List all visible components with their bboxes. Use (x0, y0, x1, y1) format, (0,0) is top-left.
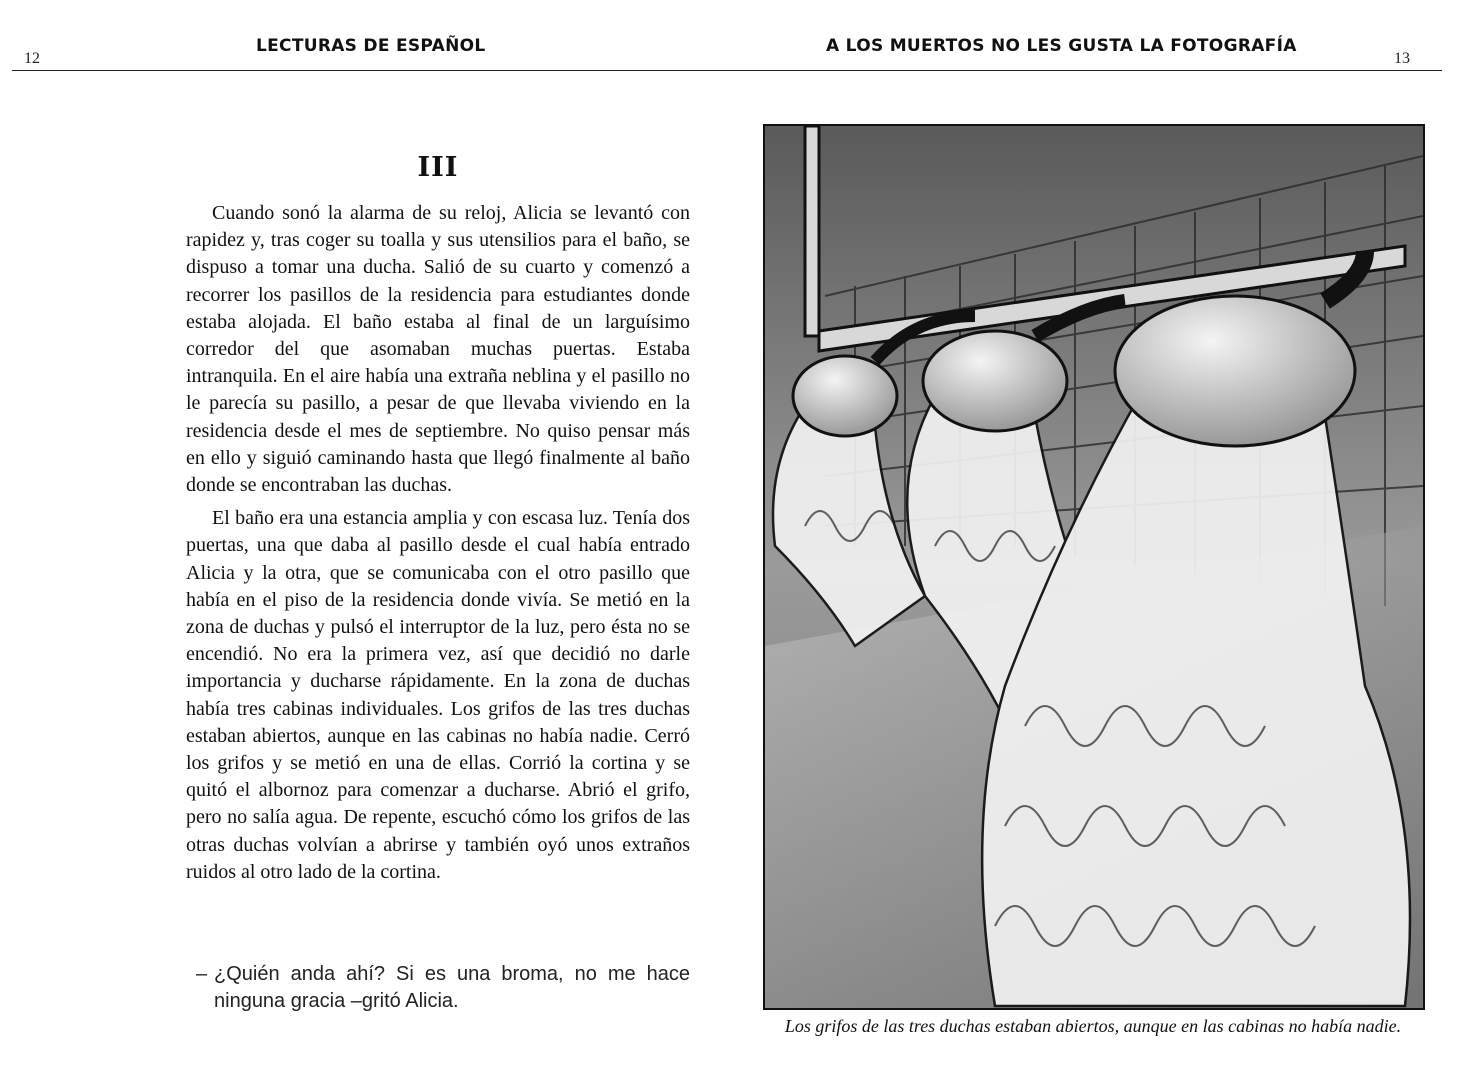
page-number-right: 13 (1394, 50, 1410, 67)
header-rule-left (12, 70, 734, 71)
page-number-left: 12 (24, 50, 40, 67)
running-head-left: LECTURAS DE ESPAÑOL (256, 36, 486, 56)
left-page (0, 0, 734, 1080)
right-page (734, 0, 1469, 1080)
shower-illustration (763, 124, 1425, 1010)
running-head-right: A LOS MUERTOS NO LES GUSTA LA FOTOGRAFÍA (826, 36, 1297, 56)
shower-heads-drawing (765, 126, 1423, 1008)
header-rule-right (734, 70, 1442, 71)
dialogue-text: ¿Quién anda ahí? Si es una broma, no me hace ninguna gracia –gritó Alicia. (214, 963, 690, 1012)
illustration-caption: Los grifos de las tres duchas estaban abiertos, aunque en las cabinas no había nadie. (784, 1016, 1402, 1036)
paragraph-1: Cuando sonó la alarma de su reloj, Alicia se levantó con rapidez y, tras coger su toalla y sus utensilios para el baño, se dispuso a tomar una ducha. Salió de su cuarto y comenzó a recorrer los pasillos de la residencia para estudiantes donde estaba alojada. El baño estaba al final de un larguísimo corredor del que asomaban muchas puertas. Estaba intranquila. En el aire había una extraña neblina y el pasillo no le parecía su pasillo, a pesar de que llevaba viviendo en la residencia desde el mes de septiembre. No quiso pensar más en ello y siguió caminando hasta que llegó finalmente al baño donde se encontraban las duchas. (186, 202, 690, 497)
dialogue-line (196, 961, 690, 1015)
chapter-number: III (417, 152, 459, 183)
body-text (186, 200, 690, 892)
paragraph-2: El baño era una estancia amplia y con escasa luz. Tenía dos puertas, una que daba al pasillo desde el cual había entrado Alicia y la otra, que se comunicaba con el otro pasillo que había en el piso de la residencia donde vivía. Se metió en la zona de duchas y pulsó el interruptor de la luz, pero ésta no se encendió. No era la primera vez, así que decidió no darle importancia y ducharse rápidamente. En la zona de duchas había tres cabinas individuales. Los grifos de las tres duchas estaban abiertos, aunque en las cabinas no había nadie. Cerró los grifos y se metió en una de ellas. Corrió la cortina y se quitó el albornoz para comenzar a ducharse. Abrió el grifo, pero no salía agua. De repente, escuchó cómo los grifos de las otras duchas volvían a abrirse y también oyó unos extraños ruidos al otro lado de la cortina. (186, 507, 690, 883)
dialogue-dash: – (196, 963, 208, 985)
